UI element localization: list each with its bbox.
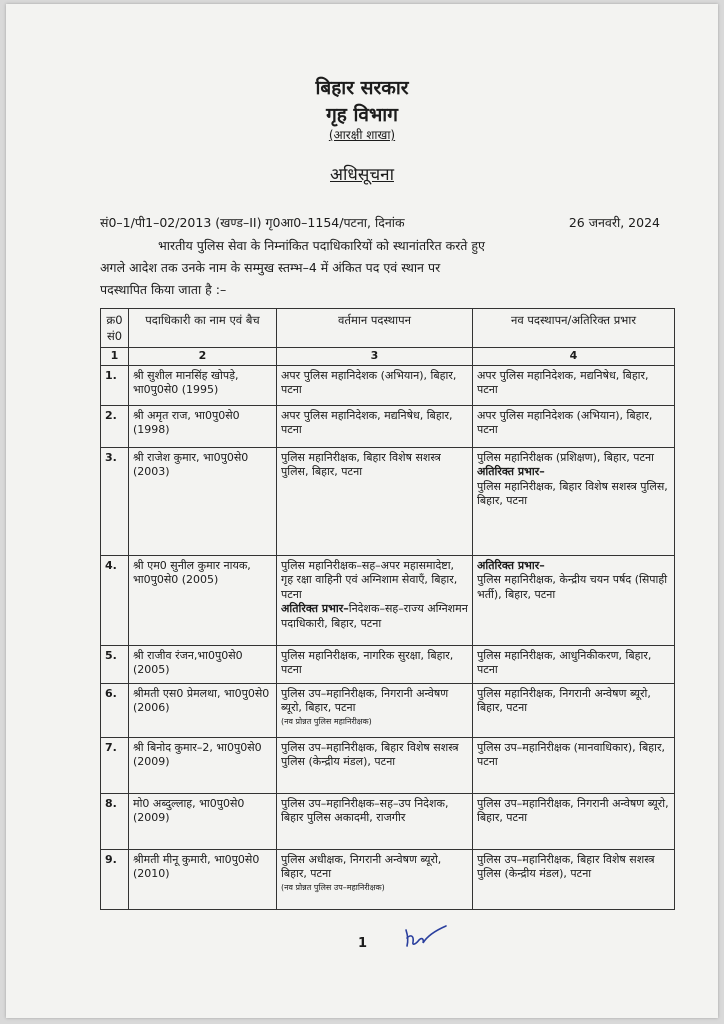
notice-title: अधिसूचना [330, 165, 394, 185]
department-title: गृह विभाग [326, 104, 398, 126]
row-new: पुलिस उप–महानिरीक्षक, बिहार विशेष सशस्त्र पुलिस (केन्द्रीय मंडल), पटना [473, 849, 675, 909]
signature-mark [402, 922, 452, 950]
colnum-1: 1 [101, 348, 129, 366]
row-new: पुलिस उप–महानिरीक्षक (मानवाधिकार), बिहार, पटना [473, 737, 675, 793]
row-name: श्री सुशील मानसिंह खोपड़े, भा0पु0से0 (1995) [129, 365, 277, 405]
header-current: वर्तमान पदस्थापन [277, 309, 473, 348]
posting-table [100, 308, 675, 910]
table-header-row [101, 309, 675, 348]
header-sno: क्र0 सं0 [101, 309, 129, 348]
table-row [101, 645, 675, 683]
table-row [101, 405, 675, 447]
row-new: पुलिस महानिरीक्षक, आधुनिकीकरण, बिहार, पटना [473, 645, 675, 683]
row-current-extra-label: अतिरिक्त प्रभार– [281, 602, 349, 615]
table-row [101, 447, 675, 555]
row-current: पुलिस महानिरीक्षक–सह–अपर महासमादेष्टा, गृह रक्षा वाहिनी एवं अग्निशाम सेवाएँ, बिहार, पटना [281, 558, 458, 601]
row-current-extra-line [281, 602, 468, 631]
row-sn: 4. [101, 555, 129, 645]
colnum-2: 2 [129, 348, 277, 366]
reference-number: सं0–1/पी1–02/2013 (खण्ड–II) गृ0आ0–1154/पटना, दिनांक [100, 215, 405, 230]
row-new: अपर पुलिस महानिदेशक, मद्यनिषेध, बिहार, पटना [473, 365, 675, 405]
row-new-extra-label: अतिरिक्त प्रभार– [477, 465, 545, 478]
row-name: श्रीमती मीनू कुमारी, भा0पु0से0 (2010) [129, 849, 277, 909]
row-current-cell [277, 555, 473, 645]
page-number: 1 [358, 936, 368, 951]
table-row [101, 849, 675, 909]
row-name: मो0 अब्दुल्लाह, भा0पु0से0 (2009) [129, 793, 277, 849]
row-current-cell [277, 849, 473, 909]
row-sn: 7. [101, 737, 129, 793]
reference-line [100, 214, 660, 231]
row-new: पुलिस महानिरीक्षक (प्रशिक्षण), बिहार, पटना [477, 450, 654, 464]
table-row [101, 793, 675, 849]
row-new: पुलिस महानिरीक्षक, निगरानी अन्वेषण ब्यूरो, बिहार, पटना [473, 683, 675, 737]
row-sn: 5. [101, 645, 129, 683]
row-name: श्री राजीव रंजन,भा0पु0से0 (2005) [129, 645, 277, 683]
row-new-extra-label: अतिरिक्त प्रभार– [477, 558, 545, 572]
table-row [101, 737, 675, 793]
row-sn: 2. [101, 405, 129, 447]
row-current-extra: निदेशक–सह–राज्य अग्निशमन पदाधिकारी, बिहार, पटना [281, 602, 468, 630]
row-new-extra: पुलिस महानिरीक्षक, बिहार विशेष सशस्त्र पुलिस, बिहार, पटना [477, 479, 668, 507]
row-current: पुलिस उप–महानिरीक्षक, बिहार विशेष सशस्त्र पुलिस (केन्द्रीय मंडल), पटना [277, 737, 473, 793]
intro-line-3: पदस्थापित किया जाता है :– [100, 282, 227, 297]
row-name: श्री बिनोद कुमार–2, भा0पु0से0 (2009) [129, 737, 277, 793]
row-current: पुलिस उप–महानिरीक्षक–सह–उप निदेशक, बिहार पुलिस अकादमी, राजगीर [277, 793, 473, 849]
table-row [101, 683, 675, 737]
header-name: पदाधिकारी का नाम एवं बैच [129, 309, 277, 348]
row-current: पुलिस अधीक्षक, निगरानी अन्वेषण ब्यूरो, बिहार, पटना [281, 852, 442, 880]
row-current: अपर पुलिस महानिदेशक (अभियान), बिहार, पटना [277, 365, 473, 405]
table-row [101, 365, 675, 405]
row-new-extra: पुलिस महानिरीक्षक, केन्द्रीय चयन पर्षद (सिपाही भर्ती), बिहार, पटना [477, 573, 668, 601]
row-current: पुलिस महानिरीक्षक, बिहार विशेष सशस्त्र पुलिस, बिहार, पटना [277, 447, 473, 555]
row-name: श्री अमृत राज, भा0पु0से0 (1998) [129, 405, 277, 447]
colnum-3: 3 [277, 348, 473, 366]
row-name: श्रीमती एस0 प्रेमलथा, भा0पु0से0 (2006) [129, 683, 277, 737]
row-current-note: (नव प्रोन्नत पुलिस महानिरीक्षक) [281, 716, 372, 726]
row-name: श्री एम0 सुनील कुमार नायक, भा0पु0से0 (2005) [129, 555, 277, 645]
row-sn: 3. [101, 447, 129, 555]
government-title: बिहार सरकार [315, 77, 409, 99]
row-current: पुलिस उप–महानिरीक्षक, निगरानी अन्वेषण ब्यूरो, बिहार, पटना [281, 686, 449, 714]
intro-paragraph [100, 235, 665, 301]
row-sn: 1. [101, 365, 129, 405]
row-name: श्री राजेश कुमार, भा0पु0से0 (2003) [129, 447, 277, 555]
reference-date: 26 जनवरी, 2024 [568, 215, 660, 230]
row-new-cell [473, 555, 675, 645]
colnum-4: 4 [473, 348, 675, 366]
column-number-row [101, 348, 675, 366]
row-sn: 9. [101, 849, 129, 909]
row-new-cell [473, 447, 675, 555]
row-current: अपर पुलिस महानिदेशक, मद्यनिषेध, बिहार, पटना [277, 405, 473, 447]
branch-title: (आरक्षी शाखा) [328, 128, 396, 142]
row-current: पुलिस महानिरीक्षक, नागरिक सुरक्षा, बिहार, पटना [277, 645, 473, 683]
intro-line-1: भारतीय पुलिस सेवा के निम्नांकित पदाधिकारियों को स्थानांतरित करते हुए [158, 238, 485, 253]
row-sn: 6. [101, 683, 129, 737]
row-new: अपर पुलिस महानिदेशक (अभियान), बिहार, पटना [473, 405, 675, 447]
intro-line-2: अगले आदेश तक उनके नाम के सम्मुख स्तम्भ–4 में अंकित पद एवं स्थान पर [100, 260, 441, 275]
row-current-note: (नव प्रोन्नत पुलिस उप–महानिरीक्षक) [281, 882, 385, 892]
table-row [101, 555, 675, 645]
row-sn: 8. [101, 793, 129, 849]
row-current-cell [277, 683, 473, 737]
header-new: नव पदस्थापन/अतिरिक्त प्रभार [473, 309, 675, 348]
row-new: पुलिस उप–महानिरीक्षक, निगरानी अन्वेषण ब्यूरो, बिहार, पटना [473, 793, 675, 849]
